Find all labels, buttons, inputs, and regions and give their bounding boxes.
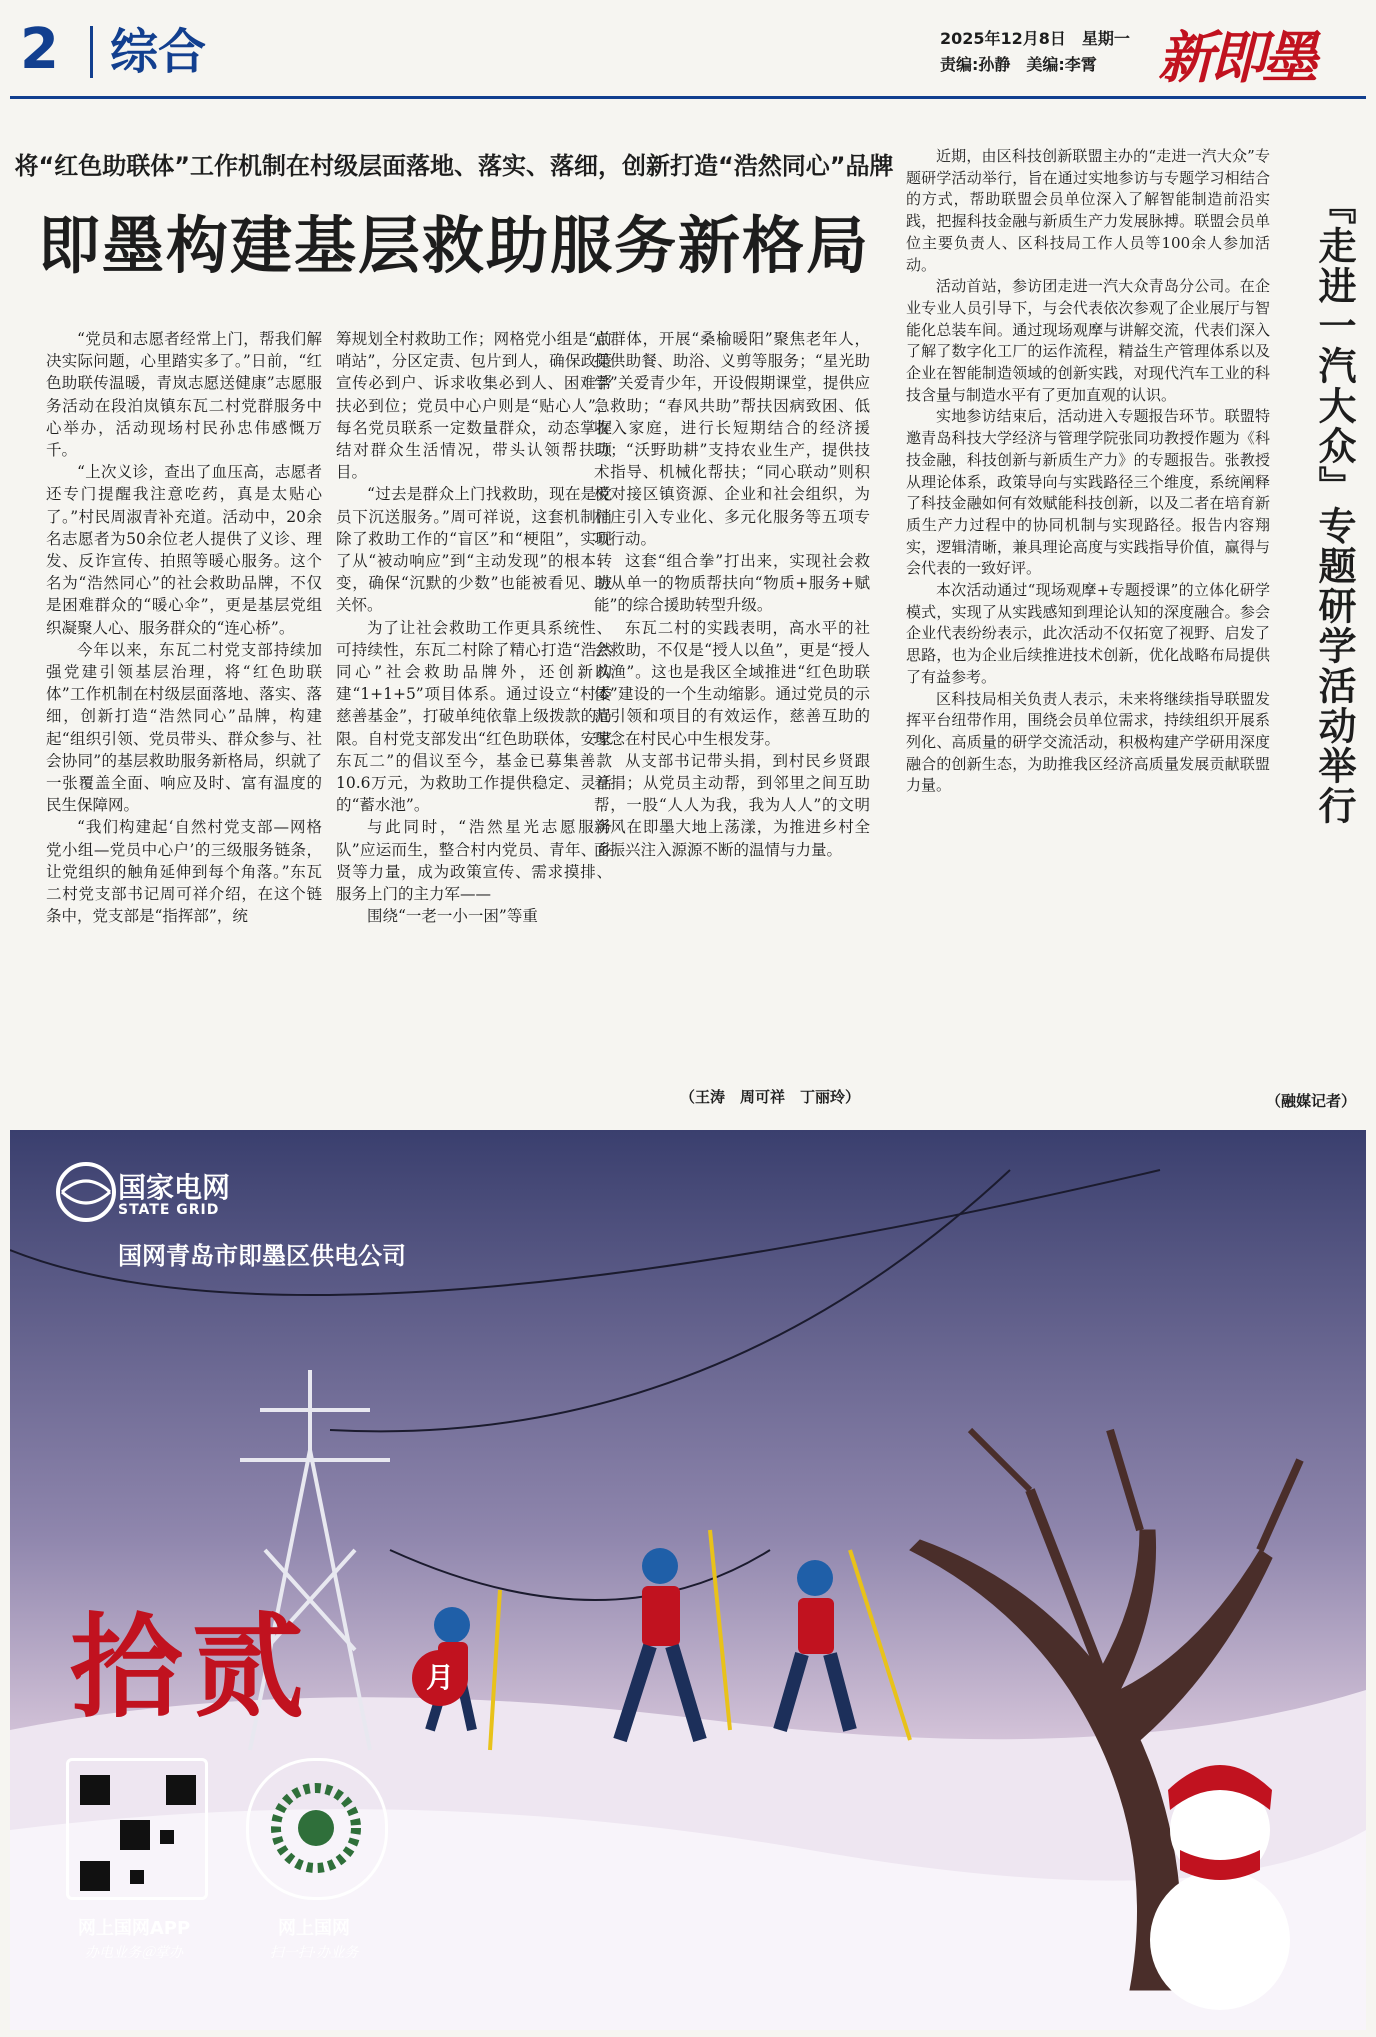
lead-paragraph: 点群体，开展“桑榆暖阳”聚焦老年人，提供助餐、助浴、义剪等服务；“星光助学”关爱青少年，开设假期课堂，提供应急救助；“春风共助”帮扶因病致困、低收入家庭，进行长短期结合的经济援助；“沃野助耕”支持农业生产，提供技术指导、机械化帮扶；“同心联动”则积极对接区镇资源、企业和社会组织，为村庄引入专业化、多元化服务等五项专项行动。 (594, 330, 870, 548)
company-name: 国网青岛市即墨区供电公司 (118, 1242, 406, 1270)
qr-right-sub: 扫一扫·办业务 (269, 1945, 359, 1961)
lead-column-1 (46, 328, 322, 927)
section-name: 综合 (110, 24, 207, 80)
lead-paragraph: “上次义诊，查出了血压高，志愿者还专门提醒我注意吃药，真是太贴心了。”村民周淑青补充道。活动中，20余名志愿者为50余位老人提供了义诊、理发、反诈宣传、拍照等暖心服务。这个名为“浩然同心”的社会救助品牌，不仅是困难群众的“暖心伞”，更是基层党组织凝聚人心、服务群众的“连心桥”。 (46, 463, 322, 637)
lead-paragraph: “党员和志愿者经常上门，帮我们解决实际问题，心里踏实多了。”日前，“红色助联传温暖，青岚志愿送健康”志愿服务活动在段泊岚镇东瓦二村党群服务中心举办，活动现场村民孙忠伟感慨万千。 (46, 330, 322, 460)
miniprogram-qr-code[interactable] (246, 1758, 388, 1900)
lead-byline: （王涛 周可祥 丁丽玲） (680, 1088, 861, 1106)
state-grid-logo-en: STATE GRID (118, 1202, 220, 1218)
lead-column-3 (594, 328, 870, 861)
lead-paragraph: 从支部书记带头捐，到村民乡贤跟着捐；从党员主动帮，到邻里之间互助帮，一股“人人为我，我为人人”的文明新风在即墨大地上荡漾，为推进乡村全面振兴注入源源不断的温情与力量。 (594, 751, 870, 859)
editors-credit: 责编:孙静 美编:李霄 (940, 55, 1097, 74)
header-rule (10, 96, 1366, 99)
lead-paragraph: 围绕“一老一小一困”等重 (367, 907, 538, 926)
side-story-body (906, 146, 1362, 797)
lead-kicker: 将“红色助联体”工作机制在村级层面落地、落实、落细，创新打造“浩然同心”品牌 (14, 152, 894, 180)
newspaper-masthead: 新即墨 (1158, 25, 1314, 91)
side-paragraph: 区科技局相关负责人表示，未来将继续指导联盟发挥平台纽带作用，围绕会员单位需求，持续组织开展系列化、高质量的研学交流活动，积极构建产学研用深度融合的创新生态，为助推我区经济高质量发展贡献联盟力量。 (906, 689, 1270, 795)
issue-date: 2025年12月8日 星期一 (940, 29, 1130, 48)
side-story (906, 146, 1366, 1118)
advertisement (10, 1130, 1366, 2030)
side-paragraph: 近期，由区科技创新联盟主办的“走进一汽大众”专题研学活动举行，旨在通过实地参访与专题学习相结合的方式，帮助联盟会员单位深入了解智能制造前沿实践，把握科技金融与新质生产力发展脉搏。联盟会员单位主要负责人、区科技局工作人员等100余人参加活动。 (906, 147, 1270, 274)
side-paragraph: 实地参访结束后，活动进入专题报告环节。联盟特邀青岛科技大学经济与管理学院张同功教授作题为《科技金融，科技创新与新质生产力》的专题报告。张教授从理论体系，政策导向与实践路径三个维度，系统阐释了科技金融如何有效赋能科技创新，以及二者在培育新质生产力过程中的协同机制与实现路径。报告内容翔实，逻辑清晰，兼具理论高度与实践指导价值，赢得与会代表的一致好评。 (906, 407, 1270, 578)
header-divider (90, 26, 93, 78)
lead-paragraph: 今年以来，东瓦二村党支部持续加强党建引领基层治理，将“红色助联体”工作机制在村级层面落地、落实、落细，创新打造“浩然同心”品牌，构建起“组织引领、党员带头、群众参与、社会协同”的基层救助服务新格局，织就了一张覆盖全面、响应及时、富有温度的民生保障网。 (46, 640, 322, 815)
lead-paragraph: 东瓦二村的实践表明，高水平的社会救助，不仅是“授人以鱼”，更是“授人以渔”。这也是我区全域推进“红色助联体”建设的一个生动缩影。通过党员的示范引领和项目的有效运作，慈善互助的理念在村民心中生根发芽。 (594, 618, 870, 748)
side-paragraph: 活动首站，参访团走进一汽大众青岛分公司。在企业专业人员引导下，与会代表依次参观了企业展厅与智能化总装车间。通过现场观摩与讲解交流，代表们深入了解了数字化工厂的运作流程，精益生产管理体系以及企业在智能制造领域的创新实践，对现代汽车工业的科技含量与制造水平有了更加直观的认识。 (906, 277, 1270, 404)
month-badge: 月 (412, 1650, 468, 1706)
lead-headline: 即墨构建基层救助服务新格局 (37, 209, 870, 282)
state-grid-logo-text: 国家电网 (118, 1171, 231, 1204)
qr-right-label: 网上国网 (278, 1918, 350, 1939)
qr-left-label: 网上国网APP (77, 1918, 191, 1939)
lead-paragraph: “过去是群众上门找救助，现在是党员下沉送服务。”周可祥说，这套机制消除了救助工作的“盲区”和“梗阻”，实现了从“被动响应”到“主动发现”的根本转变，确保“沉默的少数”也能被看见、被关怀。 (336, 485, 612, 615)
page-number: 2 (20, 17, 59, 82)
lead-paragraph: “我们构建起‘自然村党支部—网格党小组—党员中心户’的三级服务链条，让党组织的触角延伸到每个角落。”东瓦二村党支部书记周可祥介绍，在这个链条中，党支部是“指挥部”，统 (46, 818, 322, 926)
lead-paragraph: 与此同时，“浩然星光志愿服务队”应运而生，整合村内党员、青年、乡贤等力量，成为政策宣传、需求摸排、服务上门的主力军—— (336, 818, 612, 904)
month-title: 拾贰 (70, 1602, 314, 1733)
app-qr-code[interactable] (66, 1758, 208, 1900)
lead-paragraph: 筹规划全村救助工作；网格党小组是“前哨站”，分区定责、包片到人，确保政策宣传必到户、诉求收集必到人、困难帮扶必到位；党员中心户则是“贴心人”，每名党员联系一定数量群众，动态掌握结对群众生活情况，带头认领帮扶项目。 (336, 330, 612, 482)
lead-column-2 (336, 328, 612, 927)
lead-paragraph: 这套“组合拳”打出来，实现社会救助从单一的物质帮扶向“物质+服务+赋能”的综合援助转型升级。 (594, 552, 870, 615)
side-paragraph: 本次活动通过“现场观摩+专题授课”的立体化研学模式，实现了从实践感知到理论认知的深度融合。参会企业代表纷纷表示，此次活动不仅拓宽了视野、启发了思路，也为企业后续推进技术创新，优化战略布局提供了有益参考。 (906, 581, 1270, 686)
side-byline: （融媒记者） (1265, 1092, 1356, 1110)
lead-paragraph: 为了让社会救助工作更具系统性、可持续性，东瓦二村除了精心打造“浩然同心”社会救助品牌外，还创新构建“1+1+5”项目体系。通过设立“村委慈善基金”，打破单纯依靠上级拨款的局限。自村党支部发出“红色助联体，安家东瓦二”的倡议至今，基金已募集善款10.6万元，为救助工作提供稳定、灵活的“蓄水池”。 (336, 618, 612, 815)
side-story-title: 『走进一汽大众』专题研学活动举行 (1312, 186, 1356, 826)
qr-left-sub: 办电业务＠掌办 (85, 1945, 183, 1961)
